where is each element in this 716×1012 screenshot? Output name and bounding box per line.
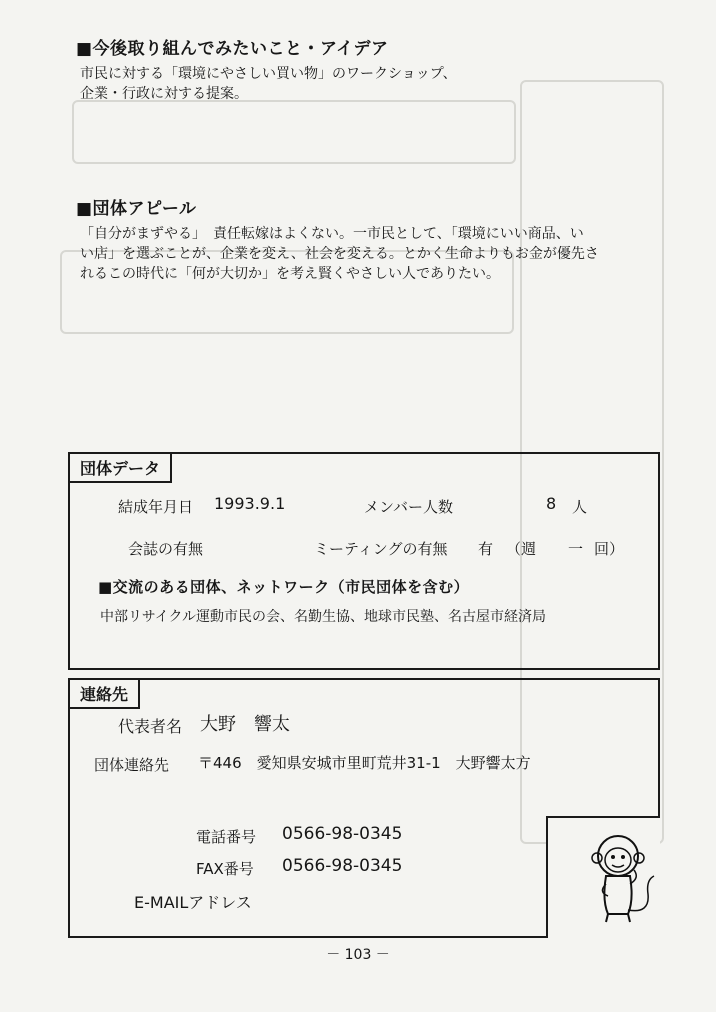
appeal-line: れるこの時代に「何が大切か」を考え賢くやさしい人でありたい。: [80, 266, 500, 282]
network-value: 中部リサイクル運動市民の会、名勤生協、地球市民塾、名古屋市経済局: [100, 609, 547, 625]
appeal-line: 「自分がまずやる」 責任転嫁はよくない。一市民として、「環境にいい商品、い: [80, 226, 584, 242]
rep-value: 大野 響太: [200, 714, 290, 735]
meeting-label: ミーティングの有無: [314, 540, 448, 558]
email-label: E-MAILアドレス: [134, 893, 252, 912]
appeal-heading: ■団体アピール: [76, 199, 197, 219]
ideas-heading: ■今後取り組んでみたいこと・アイデア: [76, 39, 389, 59]
members-value: 8: [546, 494, 557, 513]
phone-label: 電話番号: [196, 828, 257, 846]
monkey-mascot-icon: [588, 830, 660, 926]
ideas-line: 市民に対する「環境にやさしい買い物」のワークショップ、: [80, 66, 457, 82]
fax-label: FAX番号: [196, 860, 254, 878]
network-heading: ■交流のある団体、ネットワーク（市民団体を含む）: [98, 578, 470, 596]
address-label: 団体連絡先: [94, 756, 170, 774]
rep-label: 代表者名: [118, 717, 183, 736]
group-data-tab: 団体データ: [68, 452, 172, 483]
phone-value: 0566-98-0345: [282, 824, 403, 844]
founded-label: 結成年月日: [118, 498, 194, 516]
address-value: 〒446 愛知県安城市里町荒井31-1 大野響太方: [198, 754, 531, 772]
ghost-frame-top: [72, 100, 516, 164]
appeal-line: い店」を選ぶことが、企業を変え、社会を変える。とかく生命よりもお金が優先さ: [80, 246, 599, 262]
ideas-line: 企業・行政に対する提案。: [80, 86, 248, 102]
meeting-frequency-close: 回）: [594, 540, 625, 558]
page-number: － 103 －: [326, 947, 390, 963]
founded-value: 1993.9.1: [214, 494, 286, 513]
meeting-frequency-open: （週: [506, 540, 537, 558]
meeting-frequency-value: 一: [568, 540, 584, 558]
members-unit: 人: [572, 498, 588, 516]
bulletin-label: 会誌の有無: [128, 540, 204, 558]
contact-tab: 連絡先: [68, 678, 140, 709]
group-data-box: [68, 452, 660, 670]
fax-value: 0566-98-0345: [282, 856, 403, 876]
appeal-text: [80, 224, 680, 284]
meeting-value: 有: [478, 540, 494, 558]
members-label: メンバー人数: [364, 498, 453, 516]
ideas-text: [80, 64, 457, 104]
